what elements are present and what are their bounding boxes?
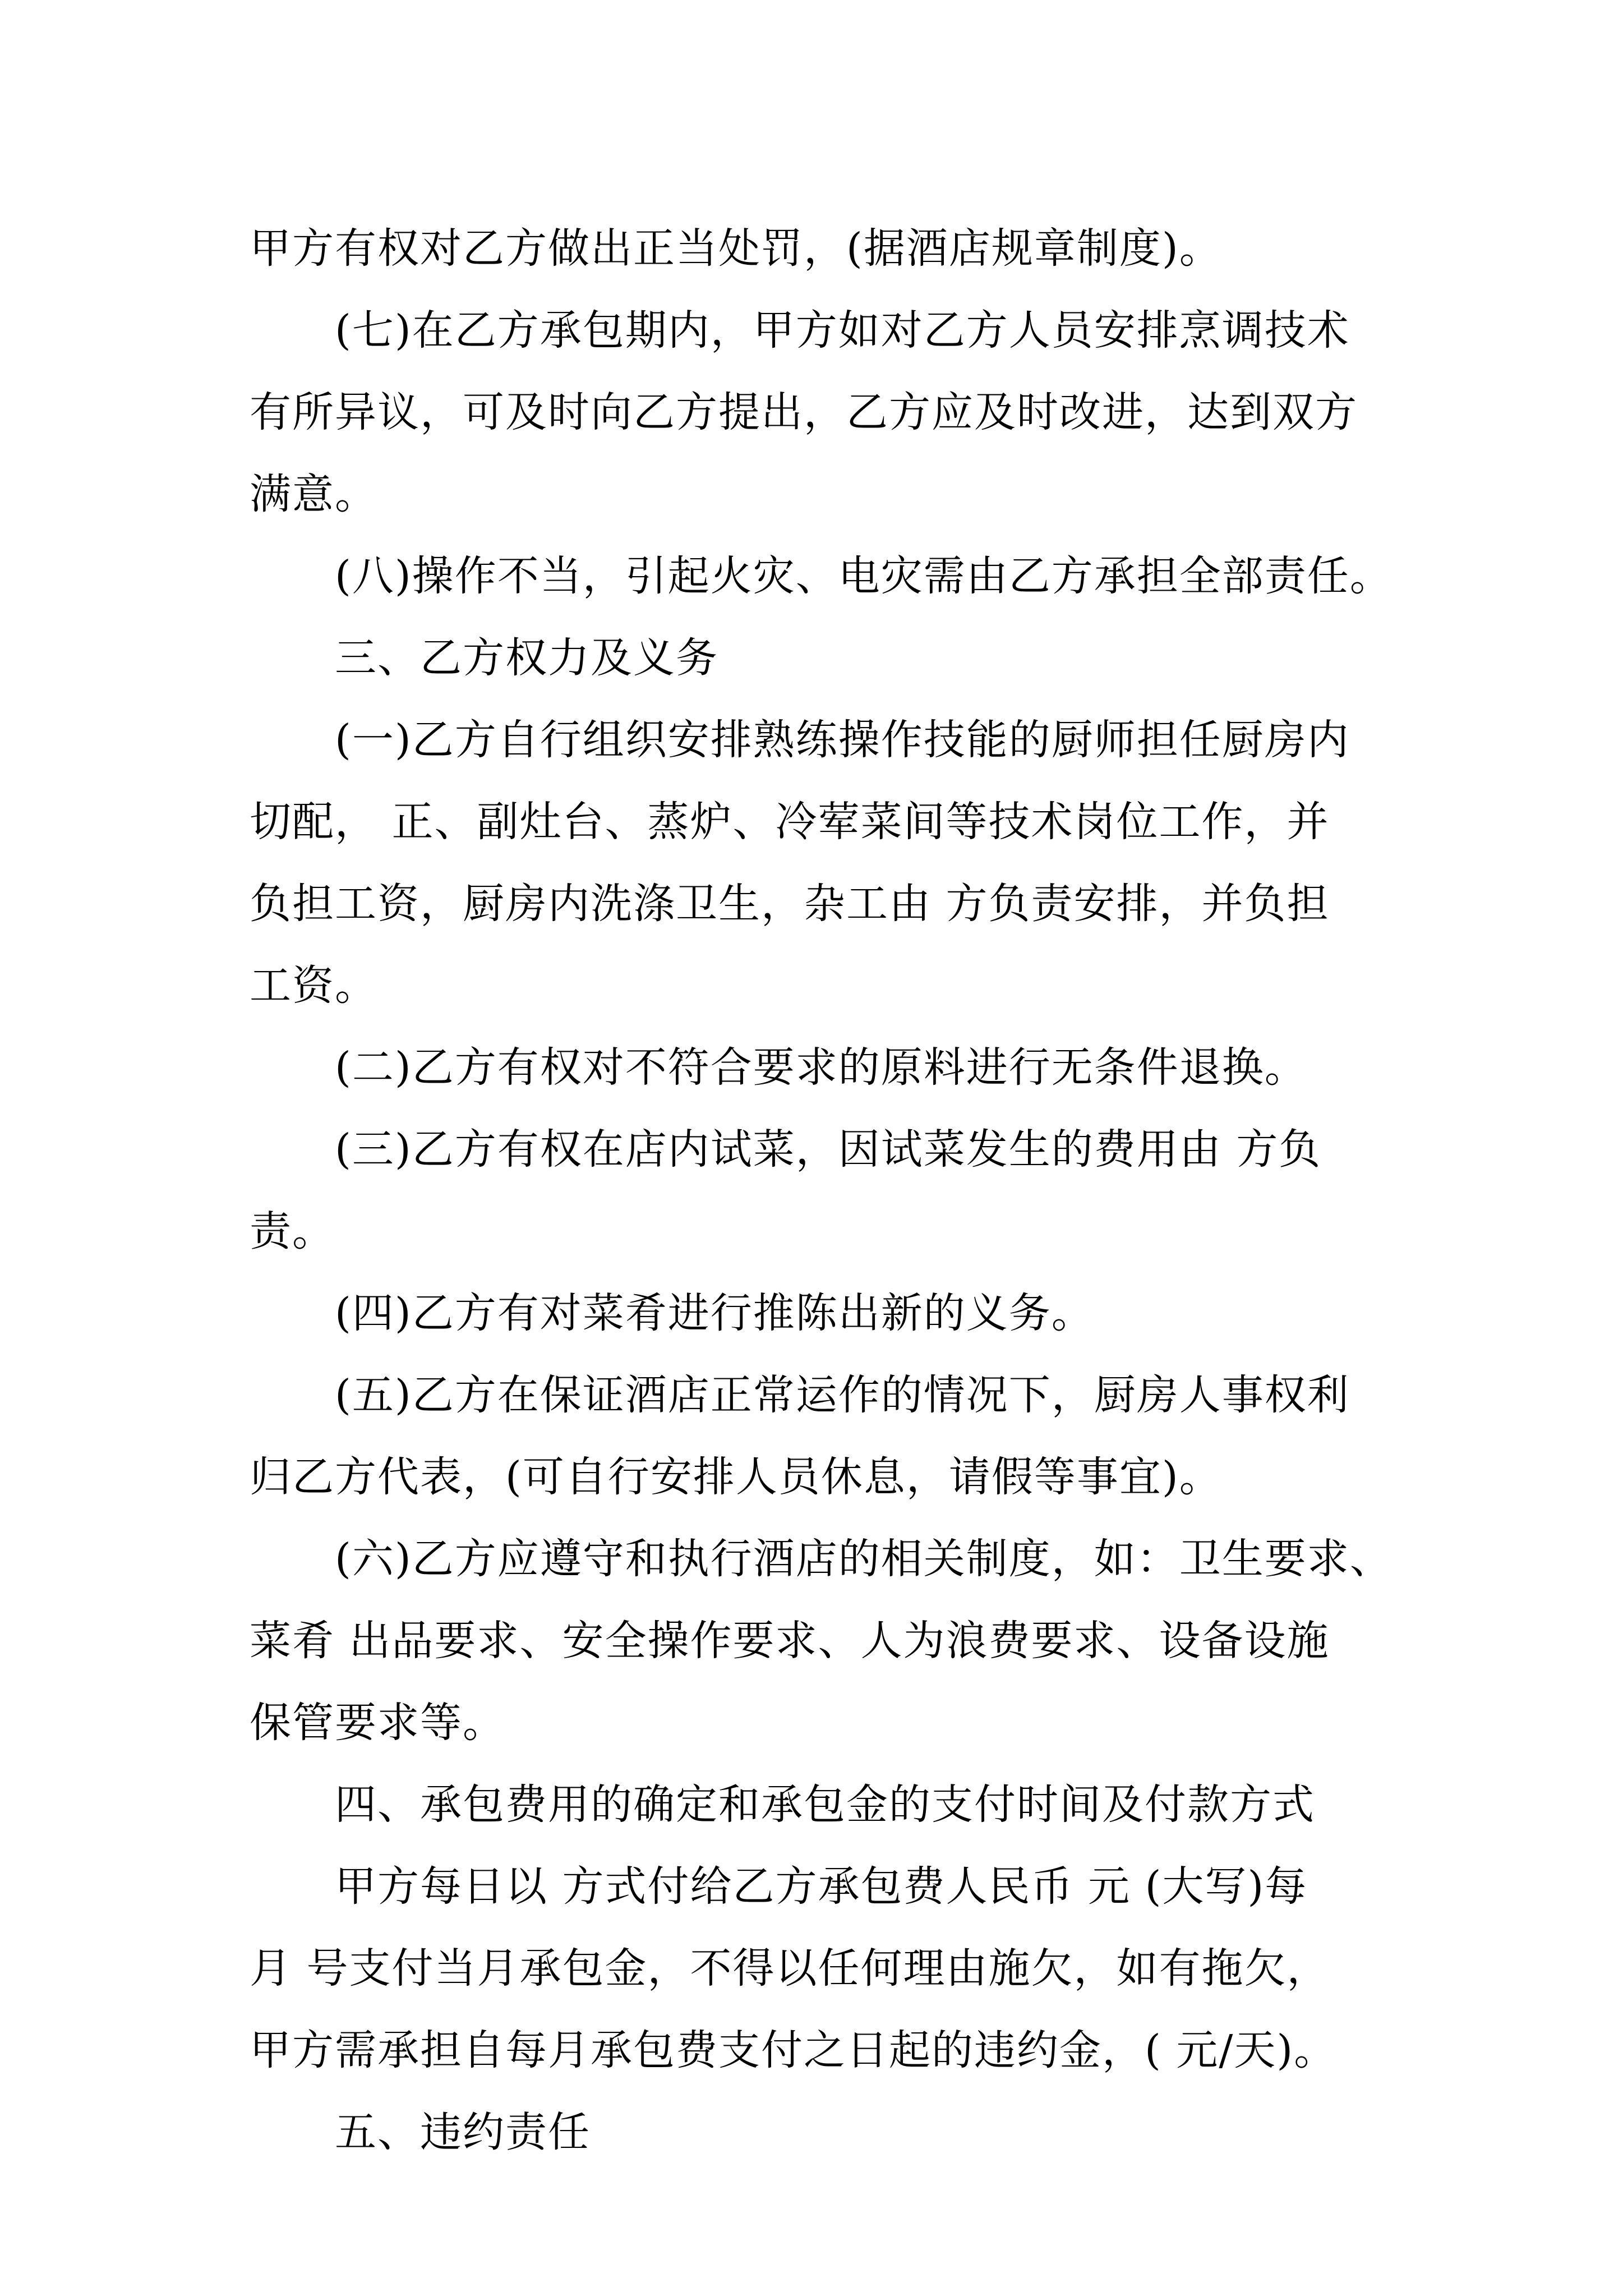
text-line: 责。	[250, 1207, 335, 1255]
text-line: 甲方有权对乙方做出正当处罚，(据酒店规章制度)。	[250, 224, 1222, 273]
text-line: (八)操作不当，引起火灾、电灾需由乙方承担全部责任。	[335, 552, 1393, 600]
text-line: 归乙方代表，(可自行安排人员休息，请假等事宜)。	[250, 1453, 1222, 1501]
section-heading: 四、承包费用的确定和承包金的支付时间及付款方式	[335, 1780, 1315, 1829]
text-line: 菜肴 出品要求、安全操作要求、人为浪费要求、设备设施	[250, 1617, 1330, 1665]
text-line: 负担工资，厨房内洗涤卫生，杂工由 方负责安排，并负担	[250, 880, 1330, 928]
text-line: (五)乙方在保证酒店正常运作的情况下，厨房人事权利	[335, 1371, 1350, 1419]
text-line: (三)乙方有权在店内试菜，因试菜发生的费用由 方负	[335, 1125, 1322, 1174]
text-line: (六)乙方应遵守和执行酒店的相关制度，如：卫生要求、	[335, 1535, 1393, 1583]
text-line: 工资。	[250, 961, 377, 1010]
text-line: (二)乙方有权对不符合要求的原料进行无条件退换。	[335, 1043, 1307, 1092]
section-heading: 五、违约责任	[335, 2108, 591, 2156]
document-body	[250, 208, 1393, 2173]
text-line: (四)乙方有对菜肴进行推陈出新的义务。	[335, 1289, 1094, 1337]
section-heading: 三、乙方权力及义务	[335, 634, 718, 682]
text-line: 月 号支付当月承包金，不得以任何理由施欠，如有拖欠，	[250, 1944, 1330, 1993]
text-line: 甲方需承担自每月承包费支付之日起的违约金，( 元/天)。	[250, 2026, 1337, 2074]
text-line: (七)在乙方承包期内，甲方如对乙方人员安排烹调技术	[335, 306, 1350, 355]
text-line: (一)乙方自行组织安排熟练操作技能的厨师担任厨房内	[335, 716, 1350, 764]
text-line: 有所异议，可及时向乙方提出，乙方应及时改进，达到双方	[250, 388, 1358, 436]
text-line: 保管要求等。	[250, 1699, 505, 1747]
text-line: 甲方每日以 方式付给乙方承包费人民币 元 (大写)每	[335, 1862, 1308, 1911]
text-line: 满意。	[250, 470, 377, 518]
text-line: 切配， 正、副灶台、蒸炉、冷荤菜间等技术岗位工作，并	[250, 798, 1330, 846]
